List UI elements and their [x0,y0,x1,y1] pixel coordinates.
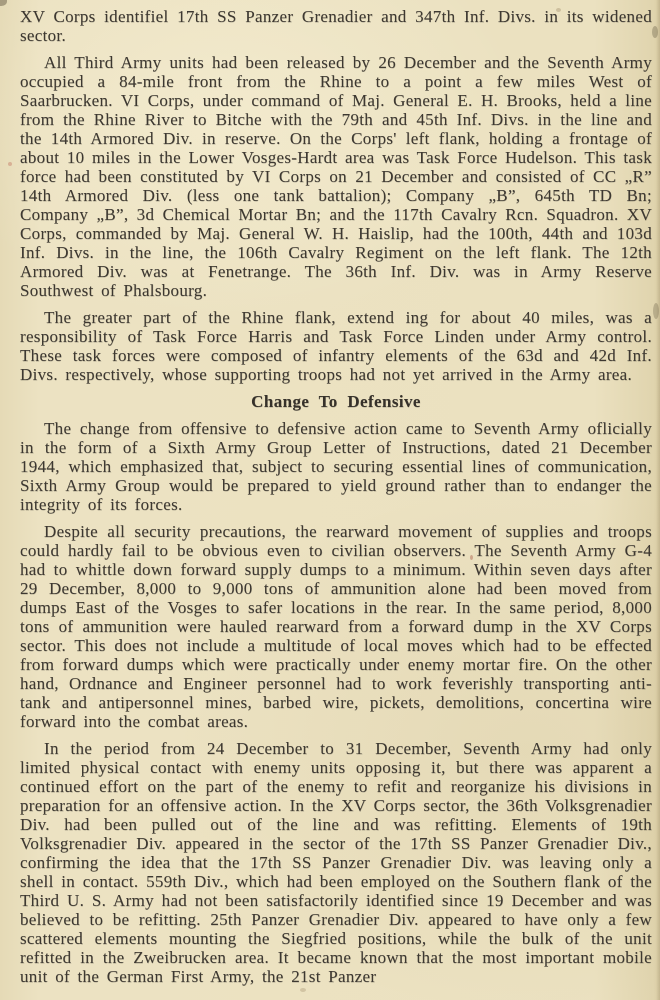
paragraph-letter-of-instructions: The change from offensive to defensive action came to Seventh Army oflicially in the form of a Sixth Army Group Letter of Instructions, dated 21 December 1944, which emphasized that, subject to securing essential lines of communication, Sixth Army Group would be prepared to yield ground rather than to endanger the integrity of its forces. [20,419,652,514]
section-heading: Change To Defensive [251,392,421,411]
paragraph-continuation: XV Corps identifiel 17th SS Panzer Grenadier and 347th Inf. Divs. in its widened sector. [20,7,652,45]
paragraph-enemy-contact: In the period from 24 December to 31 December, Seventh Army had only limited physical contact with enemy units opposing it, but there was apparent a continued effort on the part of the enemy to refit and reorganize his divisions in preparation for an offensive action. In the XV Corps sector, the 36th Volksgrenadier Div. had been pulled out of the line and was refitting. Elements of 19th Volksgrenadier Div. appeared in the sector of the 17th SS Panzer Grenadier Div., confirming the idea that the 17th SS Panzer Grenadier Div. was leaving only a shell in contact. 559th Div., which had been employed on the Southern flank of the Third U. S. Army had not been satisfactorily identified since 19 December and was believed to be refitting. 25th Panzer Grenadier Div. appeared to have only a few scattered elements mounting the Siegfried positions, while the bulk of the unit refitted in the Zweibrucken area. It became known that the most important mobile unit of the German First Army, the 21st Panzer [20,739,652,986]
paragraph-supply-movement: Despite all security precautions, the rearward movement of supplies and troops could hardly fail to be obvious even to civilian observers. The Seventh Army G-4 had to whittle down forward supply dumps to a minimum. Within seven days after 29 December, 8,000 to 9,000 tons of ammunition alone had been moved from dumps East of the Vosges to safer locations in the rear. In the same period, 8,000 tons of ammunition were hauled rearward from a forward dump in the XV Corps sector. This does not include a multitude of local moves which had to be effected from forward dumps which were practically under enemy mortar fire. On the other hand, Ordnance and Engineer personnel had to work feverishly transporting anti-tank and antipersonnel mines, barbed wire, pickets, demolitions, concertina wire forward into the combat areas. [20,522,652,731]
paragraph-rhine-flank: The greater part of the Rhine flank, extend ing for about 40 miles, was a responsibility of Task Force Harris and Task Force Linden under Army control. These task forces were composed of infantry elements of the 63d and 42d Inf. Divs. respectively, whose supporting troops had not yet arrived in the Army area. [20,308,652,384]
paragraph-third-army-release: All Third Army units had been released by 26 December and the Seventh Army occupied a 84-mile front from the Rhine to a point a few miles West of Saarbrucken. VI Corps, under command of Maj. General E. H. Brooks, held a line from the Rhine River to Bitche with the 79th and 45th Inf. Divs. in the line and the 14th Armored Div. in reserve. On the Corps' left flank, holding a frontage of about 10 miles in the Lower Vosges-Hardt area was Task Force Hudelson. This task force had been constituted by VI Corps on 21 December and consisted of CC „R” 14th Armored Div. (less one tank battalion); Company „B”, 645th TD Bn; Company „B”, 3d Chemical Mortar Bn; and the 117th Cavalry Rcn. Squadron. XV Corps, commanded by Maj. General W. H. Haislip, had the 100th, 44th and 103d Inf. Divs. in the line, the 106th Cavalry Regiment on the left flank. The 12th Armored Div. was at Fenetrange. The 36th Inf. Div. was in Army Reserve Southwest of Phalsbourg. [20,53,652,300]
